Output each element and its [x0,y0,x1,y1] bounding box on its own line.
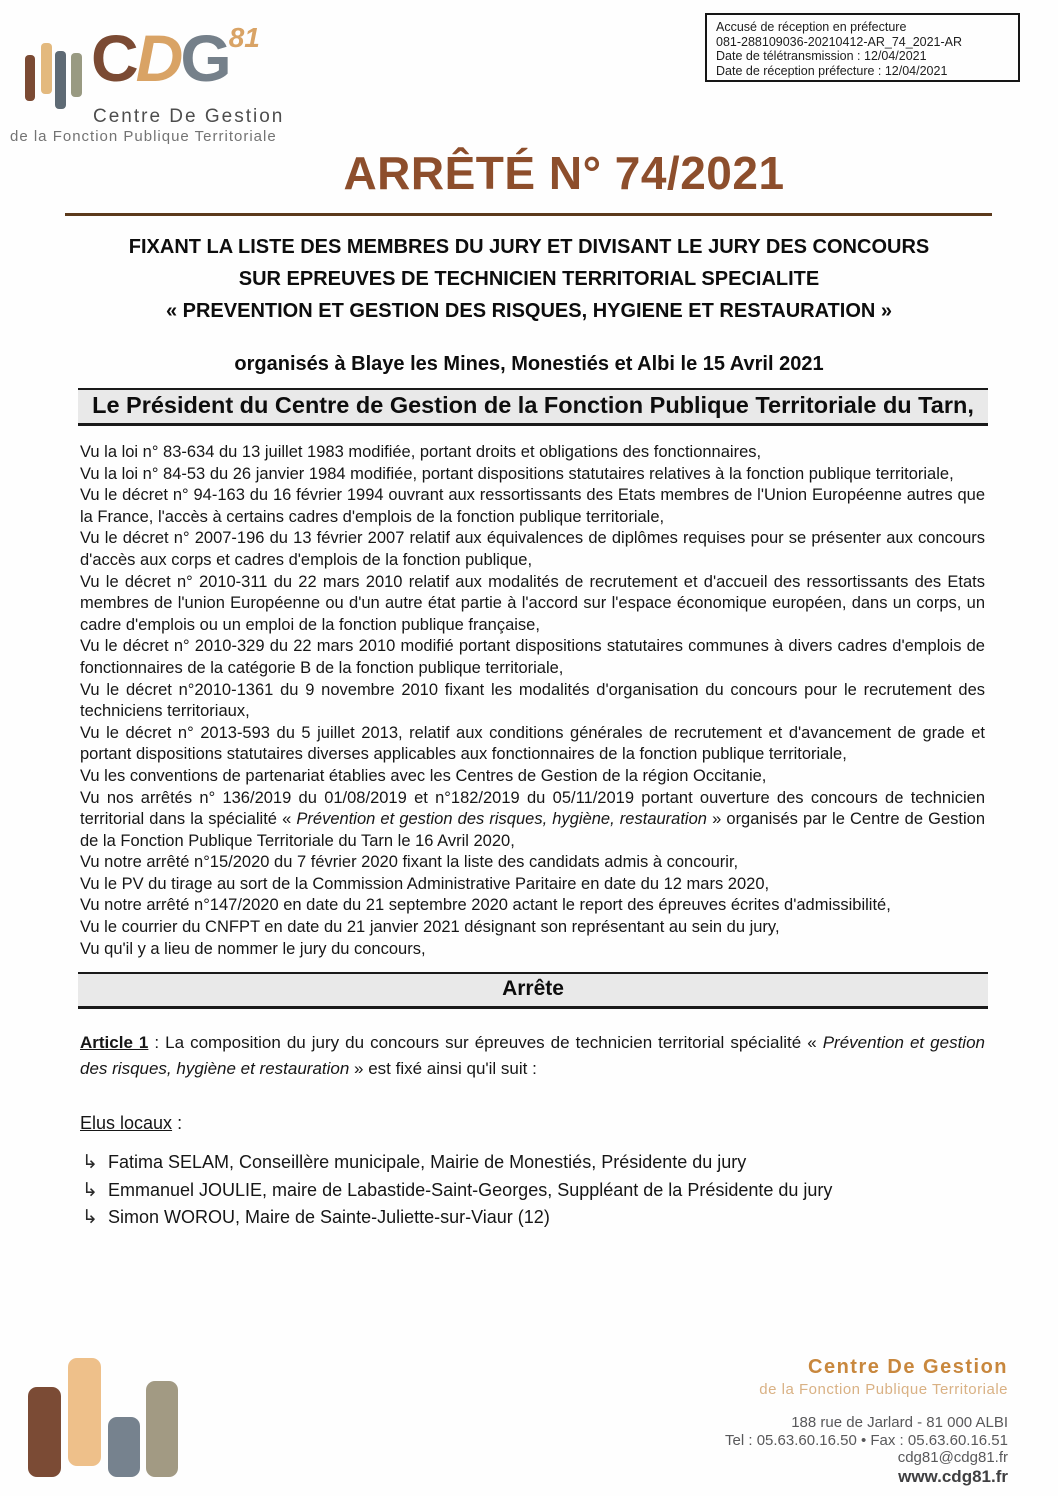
elus-item-text: Emmanuel JOULIE, maire de Labastide-Saint-Georges, Suppléant de la Présidente du jury [108,1179,833,1200]
vu-text: Vu les conventions de partenariat établies avec les Centres de Gestion de la région Occitanie, [80,766,767,785]
stamp-line-4: Date de réception préfecture : 12/04/2021 [716,63,948,78]
logo-bar-tan [41,43,52,94]
subtitle-line-2: SUR EPREUVES DE TECHNICIEN TERRITORIAL SPECIALITE [238,268,820,290]
subtitle-line-1: FIXANT LA LISTE DES MEMBRES DU JURY ET DIVISANT LE JURY DES CONCOURS [128,236,930,258]
vu-paragraph [80,572,985,637]
vu-paragraph [80,442,985,464]
logo-bar-olive [71,53,82,97]
vu-text: Vu la loi n° 83-634 du 13 juillet 1983 modifiée, portant droits et obligations des fonctionnaires, [80,443,762,461]
article-1-label: Article 1 [80,1033,149,1053]
footer-bar-taupe [146,1381,178,1477]
footer-tel-fax: Tel : 05.63.60.16.50 • Fax : 05.63.60.16.51 [725,1431,1008,1449]
vu-paragraph [80,723,985,766]
vu-text: Vu le décret n° 2007-196 du 13 février 2007 relatif aux équivalences de diplômes requises pour se présenter aux concours d'accès aux corps et cadres d'emplois de la fonction publique, [80,529,985,569]
footer-website: www.cdg81.fr [898,1466,1008,1486]
vu-text-italic: Prévention et gestion des risques, hygiène, restauration [296,810,707,829]
list-item [82,1177,1058,1205]
vu-paragraph [80,766,985,788]
elus-heading-label: Elus locaux [80,1113,173,1134]
vu-paragraph [80,464,985,486]
vu-text: Vu le décret n° 2010-311 du 22 mars 2010 relatif aux modalités de recrutement et d'accueil des ressortissants des Etats membres de l'union Européenne ou d'un autre état partie à l'accord sur l'espace économique européen, dans un corps, un cadre d'emplois ou un emploi de la fonction publique française, [80,572,985,634]
vu-text: Vu notre arrêté n°15/2020 du 7 février 2020 fixant la liste des candidats admis à concourir, [80,853,739,872]
vu-text: Vu le décret n° 94-163 du 16 février 1994 ouvrant aux ressortissants des Etats membres de l'Union Européenne autres que la France, l'accès à certains cadres d'emplois de la fonction publique territoriale, [80,486,985,526]
arrete-banner: Arrête [78,972,988,1009]
footer-org-name: Centre De Gestion [808,1356,1008,1378]
vu-text: Vu nos arrêtés n° 136/2019 du 01/08/2019 et n°182/2019 du 05/11/2019 portant ouverture des concours de technicien territorial dans la spécialité « [80,788,985,829]
vu-paragraph [80,852,985,874]
elus-item-text: Fatima SELAM, Conseillère municipale, Mairie de Monestiés, Présidente du jury [108,1152,747,1173]
president-banner: Le Président du Centre de Gestion de la Fonction Publique Territoriale du Tarn, [78,388,988,426]
vu-text: Vu le décret n° 2013-593 du 5 juillet 2013, relatif aux conditions générales de recrutement et d'avancement de grade et portant dispositions statutaires diverses applicables aux fonctionnaires de la fonction publique territoriale, [80,723,985,764]
vu-paragraph [80,917,985,939]
organized-line: organisés à Blaye les Mines, Monestiés et Albi le 15 Avril 2021 [234,353,824,375]
title-rule [65,213,992,216]
logo-letter-c: C [91,21,136,95]
footer-email: cdg81@cdg81.fr [897,1449,1008,1466]
footer-bar-blue [108,1417,140,1477]
elus-heading [80,1113,1058,1134]
document-subtitle [0,231,1058,327]
footer-address-block [725,1414,1008,1485]
list-item [82,1149,1058,1177]
vu-paragraph [80,895,985,917]
logo-sup-81: 81 [228,22,260,53]
footer [725,1356,1008,1485]
vu-text: Vu la loi n° 84-53 du 26 janvier 1984 modifiée, portant dispositions statutaires relatives à la fonction publique territoriale, [80,464,954,483]
vu-paragraph [80,636,985,679]
vu-text: Vu qu'il y a lieu de nommer le jury du concours, [80,939,426,958]
prefecture-stamp [705,13,1020,82]
vu-text: Vu le décret n° 2010-329 du 22 mars 2010 modifié portant dispositions statutaires communes à divers cadres d'emplois de fonctionnaires de la catégorie B de la fonction publique territoriale, [80,637,985,677]
vu-paragraph [80,485,985,528]
logo-bars-icon [25,42,87,114]
article-1-specialty-italic: Prévention et gestion des risques, hygiène et restauration [80,1033,985,1079]
arrow-bullet-icon: ↳ [82,1152,98,1174]
list-item [82,1204,1058,1232]
arrow-bullet-icon: ↳ [82,1207,98,1229]
logo-letter-d: D [135,21,181,95]
vu-paragraph [80,874,985,896]
logo-bar-gray [55,51,66,109]
footer-address: 188 rue de Jarlard - 81 000 ALBI [791,1414,1008,1431]
elus-list [82,1149,1058,1232]
footer-bar-tan [68,1358,101,1466]
article-1-separator: : [148,1033,166,1053]
vu-text: Vu le courrier du CNFPT en date du 21 janvier 2021 désignant son représentant au sein du jury, [80,918,780,937]
footer-org-subtitle: de la Fonction Publique Territoriale [759,1381,1008,1398]
vu-paragraph [80,939,985,961]
article-1-paragraph [80,1030,985,1082]
logo-letter-g: G [180,21,229,95]
elus-heading-colon: : [172,1113,183,1134]
vu-text: Vu le PV du tirage au sort de la Commission Administrative Paritaire en date du 12 mars 2020, [80,874,770,893]
stamp-line-1: Accusé de réception en préfecture [716,20,907,34]
article-1-text-end: » est fixé ainsi qu'il suit : [349,1059,537,1079]
vu-paragraph [80,680,985,723]
vu-paragraph [80,788,985,853]
elus-item-text: Simon WOROU, Maire de Sainte-Juliette-sur-Viaur (12) [108,1207,550,1228]
footer-bar-brown [28,1387,61,1477]
logo-org-name: Centre De Gestion [93,106,285,127]
main-content [0,146,1058,1232]
logo-wordmark [91,21,260,95]
logo-bar-brown [25,55,35,101]
vu-text: Vu le décret n°2010-1361 du 9 novembre 2010 fixant les modalités d'organisation du concours pour le recrutement des techniciens territoriaux, [80,680,985,721]
article-1-text: La composition du jury du concours sur épreuves de technicien territorial spécialité « [165,1033,823,1053]
logo-org-subtitle: de la Fonction Publique Territoriale [10,128,277,145]
vu-text: » organisés par le Centre de Gestion de la Fonction Publique Territoriale du Tarn le 16 Avril 2020, [80,810,986,850]
vu-text: Vu notre arrêté n°147/2020 en date du 21 septembre 2020 actant le report des épreuves écrites d'admissibilité, [80,896,891,915]
vu-paragraph [80,528,985,571]
stamp-line-2: 081-288109036-20210412-AR_74_2021-AR [716,34,963,49]
subtitle-line-3: « PREVENTION ET GESTION DES RISQUES, HYGIENE ET RESTAURATION » [165,300,893,322]
arrow-bullet-icon: ↳ [82,1179,98,1201]
document-title: ARRÊTÉ N° 74/2021 [343,147,785,199]
stamp-line-3: Date de télétransmission : 12/04/2021 [716,49,927,63]
vu-section [80,442,985,960]
footer-bars-icon [28,1358,180,1478]
